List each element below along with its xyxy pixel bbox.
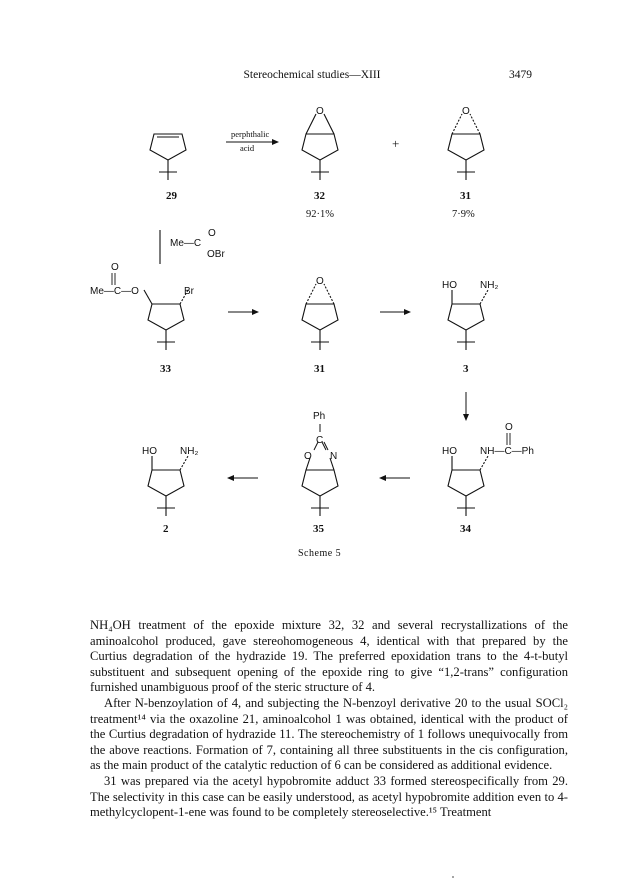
substituent-benzamido: NH—C—Ph xyxy=(480,446,534,457)
compound-34-structure xyxy=(448,456,488,516)
compound-label-31: 31 xyxy=(460,190,471,202)
paragraph: 31 was prepared via the acetyl hypobromite adduct 33 formed stereospecifically from 29. The selectivity in this case can be easily understood, as acetyl hypobromite addition even to 4-methylcyclopent-1-ene was found to be completely stereoselective.¹⁵ Treatment xyxy=(90,773,568,820)
substituent-amino: NH₂ xyxy=(180,446,199,457)
paragraph: After N-benzoylation of 4, and subjecting the N-benzoyl derivative 20 to the usual SOCl₂ treatment¹⁴ via the oxazoline 21, aminoalcohol 1 was obtained, identical with the product of the Curtius degradation of hydrazide 11. The stereochemistry of 1 follows unequivocally from the above reactions. Formation of 7, containing all three substituents in the cis configuration, as the main product of the catalytic reduction of 6 can be considered as additional evidence. xyxy=(90,695,568,773)
compound-3-structure xyxy=(448,290,488,350)
compound-2-structure xyxy=(148,456,188,516)
oxazoline-carbon: C xyxy=(316,435,324,446)
compound-label-32: 32 xyxy=(314,190,325,202)
compound-label-34: 34 xyxy=(460,523,471,535)
compound-label-33: 33 xyxy=(160,363,171,375)
compound-label-31: 31 xyxy=(314,363,325,375)
epoxide-oxygen: O xyxy=(462,106,470,117)
compound-label-35: 35 xyxy=(313,523,324,535)
body-text xyxy=(90,618,568,821)
compound-label-3: 3 xyxy=(463,363,469,375)
scan-speck xyxy=(452,876,454,878)
yield-31: 7·9% xyxy=(452,209,475,220)
substituent-amino: NH₂ xyxy=(480,280,499,291)
substituent-carbonyl-o: O xyxy=(111,262,119,273)
running-title: Stereochemical studies—XIII xyxy=(243,69,381,81)
oxazoline-nitrogen: N xyxy=(330,451,338,462)
reagent-line-2: acid xyxy=(240,143,255,153)
page-number: 3479 xyxy=(509,69,532,81)
substituent-hydroxy: HO xyxy=(442,280,457,291)
compound-32-structure xyxy=(302,114,338,180)
amide-oxygen: O xyxy=(505,422,513,433)
substituent-acetoxy: Me—C—O xyxy=(90,286,139,297)
paragraph: NH₄OH treatment of the epoxide mixture 32, 32 and several recrystallizations of the aminoalcohol produced, gave stereohomogeneous 4, identical with that prepared by the Curtius degradation of the hydrazide 19. The preferred epoxidation trans to the 4-t-butyl substituent and subsequent opening of the epoxide ring to give “1,2-trans” configuration furnished unambiguous proof of the steric structure of 4. xyxy=(90,618,568,695)
substituent-hydroxy: HO xyxy=(142,446,157,457)
oxazoline-oxygen: O xyxy=(304,451,312,462)
reagent-line-1: perphthalic xyxy=(231,129,270,139)
yield-32: 92·1% xyxy=(306,209,334,220)
reagent2-main: Me—C xyxy=(170,238,202,249)
compound-label-29: 29 xyxy=(166,190,177,202)
substituent-bromo: Br xyxy=(184,286,194,297)
substituent-phenyl: Ph xyxy=(313,411,326,422)
plus-sign: + xyxy=(392,136,400,151)
compound-31-structure xyxy=(448,114,484,180)
compound-label-2: 2 xyxy=(163,523,169,535)
epoxide-oxygen: O xyxy=(316,106,324,117)
reagent2-oxygen: O xyxy=(208,228,216,239)
reagent2-obr: OBr xyxy=(207,249,225,260)
compound-29-structure xyxy=(150,134,186,180)
compound-31-structure xyxy=(302,284,338,350)
epoxide-oxygen: O xyxy=(316,276,324,287)
substituent-hydroxy: HO xyxy=(442,446,457,457)
compound-33-structure xyxy=(144,290,188,350)
scheme-caption: Scheme 5 xyxy=(298,548,342,559)
